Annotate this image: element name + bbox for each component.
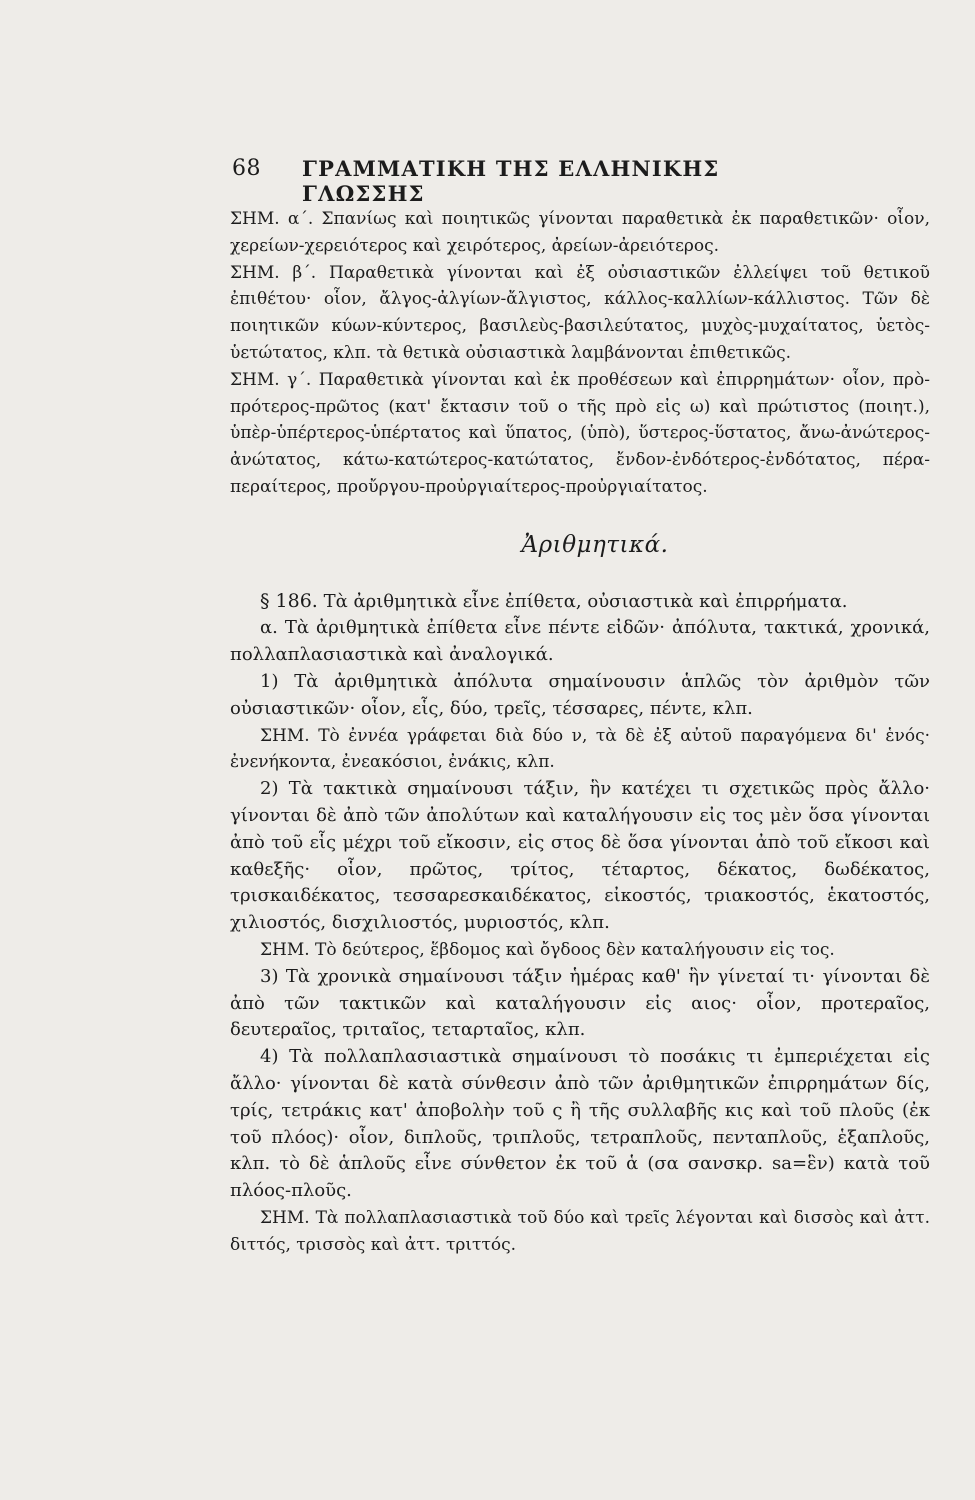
section-title: Τὰ ἀριθμητικὰ εἶνε ἐπίθετα, οὐσιαστικὰ καὶ ἐπιρρήματα.: [323, 590, 848, 612]
paragraph-ordinal: 2) Τὰ τακτικὰ σημαίνουσι τάξιν, ἣν κατέχει τι σχετικῶς πρὸς ἄλλο· γίνονται δὲ ἀπὸ τῶν ἀπολύτων καὶ καταλήγουσιν εἰς τος μὲν ὅσα γίνονται ἀπὸ τοῦ εἷς μέχρι τοῦ εἴκοσιν, εἰς στος δὲ ὅσα γίνονται ἀπὸ τοῦ εἴκοσι καὶ καθεξῆς· οἷον, πρῶτος, τρίτος, τέταρτος, δέκατος, δωδέκατος, τρισκαιδέκατος, τεσσαρεσκαιδέκατος, εἰκοστός, τριακοστός, ἑκατοστός, χιλιοστός, δισχιλιοστός, μυριοστός, κλπ.: [230, 778, 930, 934]
paragraph-alpha: α. Τὰ ἀριθμητικὰ ἐπίθετα εἶνε πέντε εἰδῶν· ἀπόλυτα, τακτικά, χρονικά, πολλαπλασιαστικὰ καὶ ἀναλογικά.: [230, 617, 930, 666]
paragraph-temporal: 3) Τὰ χρονικὰ σημαίνουσι τάξιν ἡμέρας καθ' ἣν γίνεταί τι· γίνονται δὲ ἀπὸ τῶν τακτικῶν καὶ καταλήγουσιν εἰς αιος· οἷον, προτεραῖος, δευτεραῖος, τριταῖος, τεταρταῖος, κλπ.: [230, 965, 930, 1041]
note-gamma: ΣΗΜ. γ΄. Παραθετικὰ γίνονται καὶ ἐκ προθέσεων καὶ ἐπιρρημάτων· οἷον, πρὸ-πρότερος-πρῶτος (κατ' ἔκτασιν τοῦ ο τῆς πρὸ εἰς ω) καὶ πρώτιστος (ποιητ.), ὑπὲρ-ὑπέρτερος-ὑπέρτατος καὶ ὕπατος, (ὑπὸ), ὕστερος-ὕστατος, ἄνω-ἀνώτερος-ἀνώτατος, κάτω-κατώτερος-κατώτατος, ἔνδον-ἐνδότερος-ἐνδότατος, πέρα-περαίτερος, προὔργου-προὐργιαίτερος-προὐργιαίτατος.: [230, 369, 930, 497]
note-alpha: ΣΗΜ. α΄. Σπανίως καὶ ποιητικῶς γίνονται παραθετικὰ ἐκ παραθετικῶν· οἷον, χερείων-χερειότερος καὶ χειρότερος, ἀρείων-ἀρειότερος.: [230, 209, 930, 256]
main-text: [230, 206, 930, 1258]
note-multiplicative: ΣΗΜ. Τὰ πολλαπλασιαστικὰ τοῦ δύο καὶ τρεῖς λέγονται καὶ δισσὸς καὶ ἀττ. διττός, τρισσὸς καὶ ἀττ. τριττός.: [230, 1207, 930, 1255]
section-heading: Ἀριθμητικά.: [521, 531, 669, 558]
section-186-line: [230, 588, 930, 616]
note-deuteros: ΣΗΜ. Τὸ δεύτερος, ἕβδομος καὶ ὄγδοος δὲν καταλήγουσιν εἰς τος.: [260, 939, 835, 960]
section-number: § 186.: [260, 589, 318, 612]
page-header: [232, 150, 832, 206]
paragraph-absolute: 1) Τὰ ἀριθμητικὰ ἀπόλυτα σημαίνουσιν ἁπλῶς τὸν ἀριθμὸν τῶν οὐσιαστικῶν· οἷον, εἷς, δύο, τρεῖς, τέσσαρες, πέντε, κλπ.: [230, 670, 930, 719]
note-beta: ΣΗΜ. β΄. Παραθετικὰ γίνονται καὶ ἐξ οὐσιαστικῶν ἐλλείψει τοῦ θετικοῦ ἐπιθέτου· οἷον, ἄλγος-ἀλγίων-ἄλγιστος, κάλλος-καλλίων-κάλλιστος. Τῶν δὲ ποιητικῶν κύων-κύντερος, βασιλεὺς-βασιλεύτατος, μυχὸς-μυχαίτατος, ὑετὸς-ὑετώτατος, κλπ. τὰ θετικὰ οὐσιαστικὰ λαμβάνονται ἐπιθετικῶς.: [230, 262, 930, 363]
running-title: ΓΡΑΜΜΑΤΙΚΗ ΤΗΣ ΕΛΛΗΝΙΚΗΣ ΓΛΩΣΣΗΣ: [302, 156, 720, 206]
paragraph-multiplicative: 4) Τὰ πολλαπλασιαστικὰ σημαίνουσι τὸ ποσάκις τι ἐμπεριέχεται εἰς ἄλλο· γίνονται δὲ κατὰ σύνθεσιν ἀπὸ τῶν ἀριθμητικῶν ἐπιρρημάτων δίς, τρίς, τετράκις κατ' ἀποβολὴν τοῦ ς ἢ τῆς συλλαβῆς κις καὶ τοῦ πλοῦς (ἐκ τοῦ πλόος)· οἷον, διπλοῦς, τριπλοῦς, τετραπλοῦς, πενταπλοῦς, ἑξαπλοῦς, κλπ. τὸ δὲ ἁπλοῦς εἶνε σύνθετον ἐκ τοῦ ἁ (σα σανσκρ. sa=ἓν) κατὰ τοῦ πλόος-πλοῦς.: [230, 1046, 930, 1202]
note-ennea: ΣΗΜ. Τὸ ἐννέα γράφεται διὰ δύο ν, τὰ δὲ ἐξ αὐτοῦ παραγόμενα δι' ἑνός· ἐνενήκοντα, ἐνεακόσιοι, ἐνάκις, κλπ.: [230, 725, 930, 773]
page-number: 68: [232, 156, 261, 181]
